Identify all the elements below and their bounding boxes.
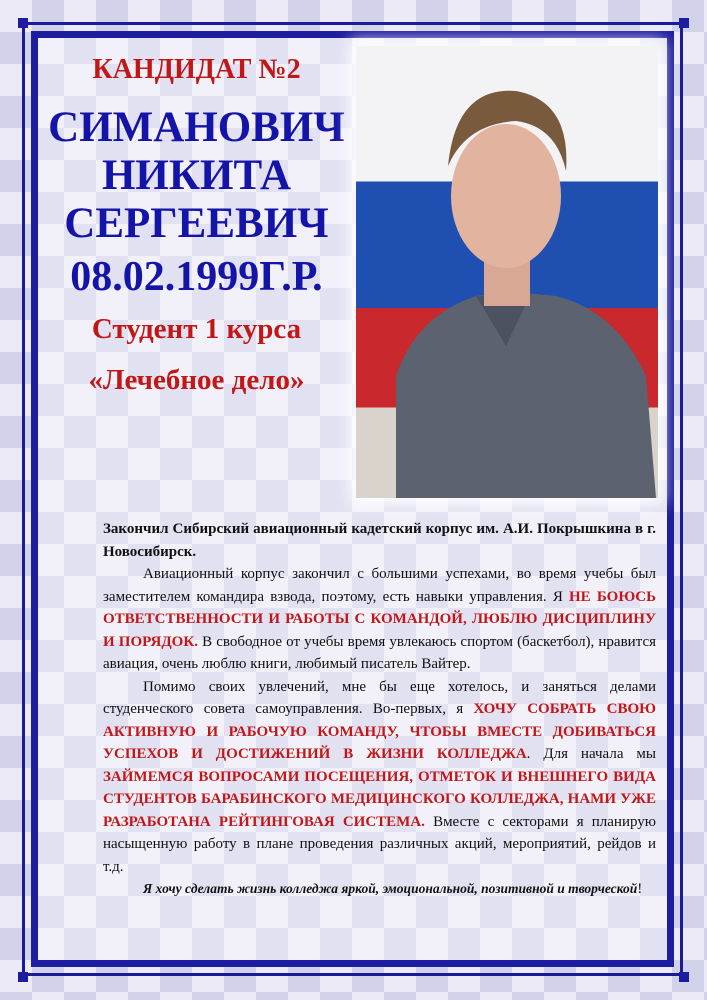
patronymic: СЕРГЕЕВИЧ bbox=[64, 200, 329, 247]
text-run: Помимо своих увлечений, мне бы еще хотелось, и заняться делами студенческого совета самоуправления. Во-первых, я bbox=[103, 678, 656, 717]
text-run: Авиационный корпус закончил с большими успехами, во время учебы был заместителем командира взвода, поэтому, есть навыки управления. Я bbox=[103, 566, 656, 605]
frame-corner-top-left bbox=[18, 18, 28, 28]
closing-statement: Я хочу сделать жизнь колледжа яркой, эмоциональной, позитивной и творческой bbox=[143, 881, 638, 896]
candidate-full-name bbox=[44, 104, 349, 248]
course: Студент 1 курса bbox=[91, 313, 302, 345]
highlight-text: НЕ БОЮСЬ ОТВЕТСТВЕННОСТИ И РАБОТЫ С КОМАНДОЙ, ЛЮБЛЮ ДИСЦИПЛИНУ И ПОРЯДОК. bbox=[103, 588, 656, 650]
text-run: Для начала мы bbox=[530, 746, 656, 762]
candidate-description bbox=[103, 518, 656, 901]
frame-corner-bottom-right bbox=[679, 972, 689, 982]
text-run: Вместе с секторами я планирую насыщенную работу в плане проведения различных акций, мероприятий, рейдов и т.д. bbox=[103, 813, 656, 875]
surname: СИМАНОВИЧ bbox=[48, 104, 345, 151]
paragraph-experience bbox=[103, 563, 656, 676]
first-name: НИКИТА bbox=[101, 152, 292, 199]
highlight-text: ЗАЙМЕМСЯ ВОПРОСАМИ ПОСЕЩЕНИЯ, ОТМЕТОК И ВНЕШНЕГО ВИДА СТУДЕНТОВ БАРАБИНСКОГО МЕДИЦИНСКОГО КОЛЛЕДЖА, НАМИ УЖЕ РАЗРАБОТАНА РЕЙТИНГОВАЯ СИСТЕМА. bbox=[103, 768, 656, 830]
text-run: ! bbox=[637, 881, 643, 897]
text-run: . bbox=[526, 746, 531, 762]
candidate-photo bbox=[356, 46, 658, 498]
frame-corner-top-right bbox=[679, 18, 689, 28]
text-run: В свободное от учебы время увлекаюсь спортом (баскетбол), нравится авиация, очень люблю книги, любимый писатель Вайтер. bbox=[103, 633, 656, 672]
candidate-number: КАНДИДАТ №2 bbox=[92, 54, 301, 85]
paragraph-plans bbox=[103, 676, 656, 879]
birth-date: 08.02.1999Г.Р. bbox=[70, 254, 323, 300]
paragraph-closing bbox=[103, 878, 656, 901]
frame-corner-bottom-left bbox=[18, 972, 28, 982]
highlight-text: ХОЧУ СОБРАТЬ СВОЮ АКТИВНУЮ И РАБОЧУЮ КОМАНДУ, ЧТОБЫ ВМЕСТЕ ДОБИВАТЬСЯ УСПЕХОВ И ДОСТИЖЕНИЙ В ЖИЗНИ КОЛЛЕДЖА bbox=[103, 701, 657, 762]
paragraph-education: Закончил Сибирский авиационный кадетский корпус им. А.И. Покрышкина в г. Новосибирск. bbox=[103, 521, 656, 560]
specialty: «Лечебное дело» bbox=[88, 364, 305, 396]
